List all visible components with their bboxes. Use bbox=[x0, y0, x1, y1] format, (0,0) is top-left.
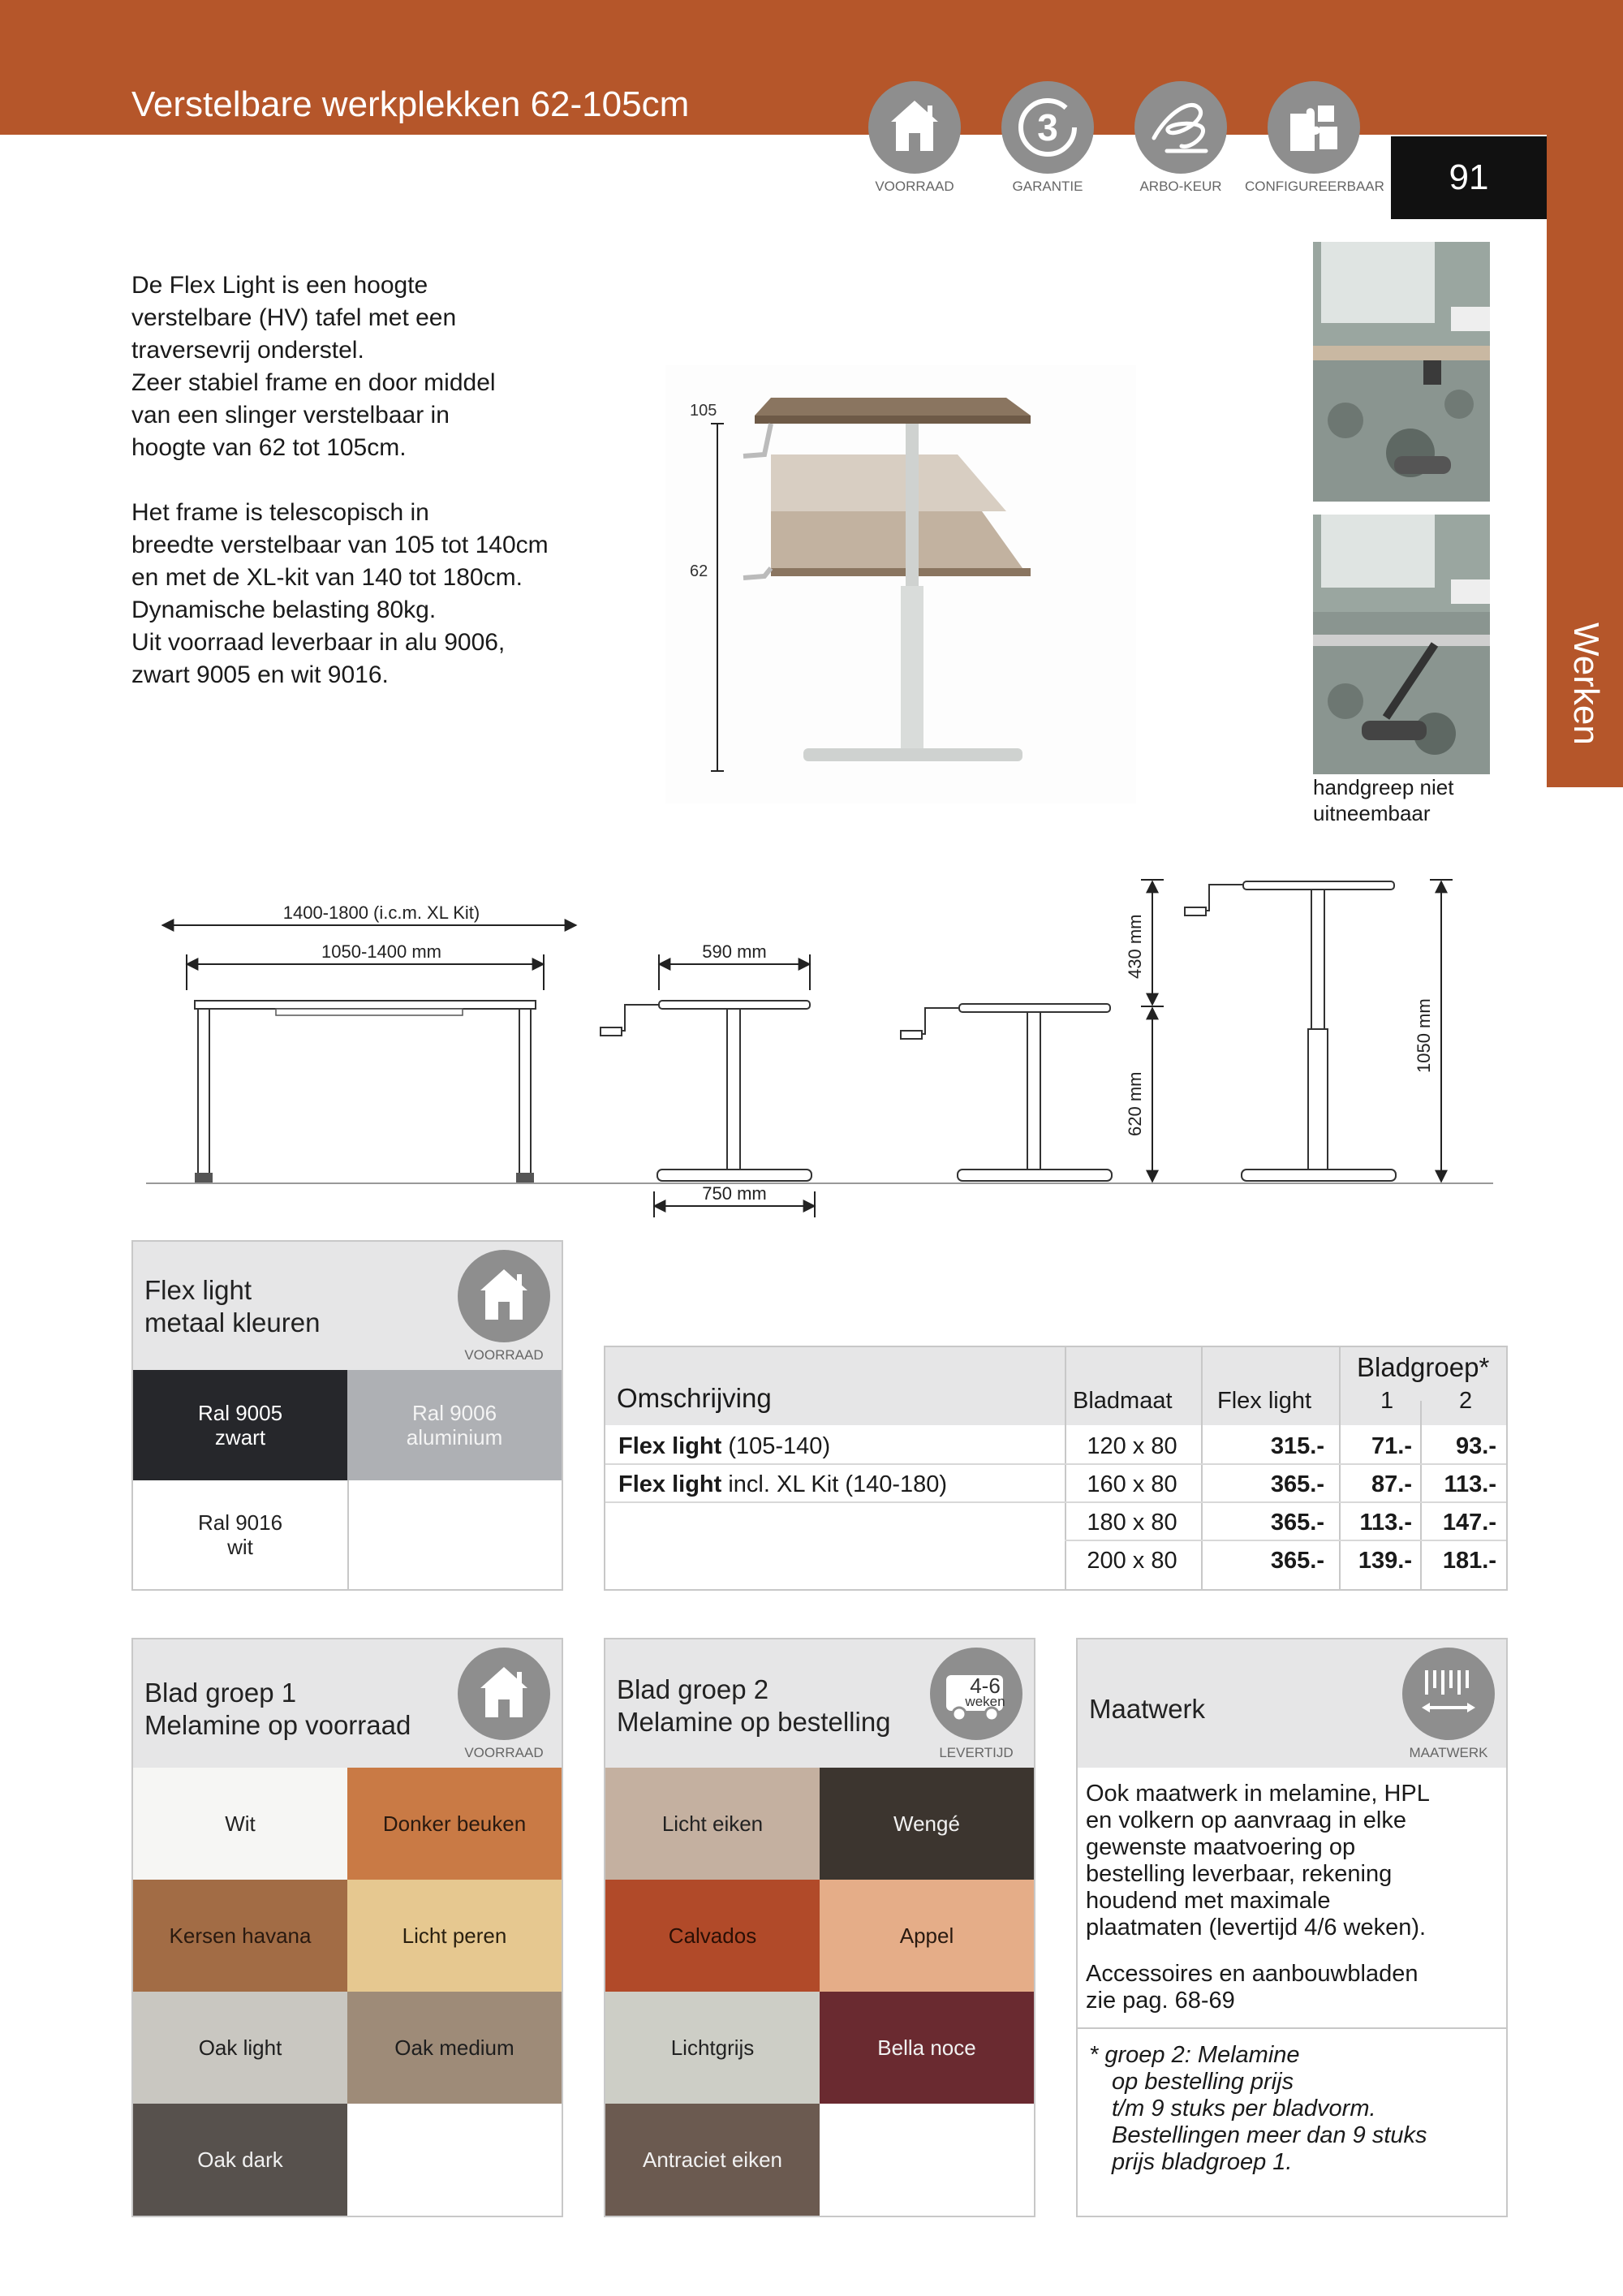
icon-label-garantie: GARANTIE bbox=[1012, 179, 1083, 194]
technical-drawing bbox=[146, 868, 1493, 1234]
group2-panel bbox=[604, 1638, 1035, 2217]
swatch-bella-noce[interactable]: Bella noce bbox=[820, 1992, 1034, 2104]
col-group-2: 2 bbox=[1459, 1388, 1473, 1414]
dim-depth-foot: 750 mm bbox=[702, 1183, 767, 1204]
swatch-licht-eiken[interactable]: Licht eiken bbox=[605, 1768, 820, 1880]
swatch-metal-1[interactable]: Ral 9006 aluminium bbox=[347, 1370, 562, 1480]
home-icon bbox=[458, 1250, 550, 1342]
icon-label-maatwerk: MAATWERK bbox=[1409, 1745, 1488, 1760]
detail-photo-lower bbox=[1313, 515, 1490, 774]
custom-description: Ook maatwerk in melamine, HPL en volkern op aanvraag in elke gewenste maatvoering op bestelling leverbaar, rekening houdend met maximale plaatmaten (levertijd 4/6 weken). bbox=[1086, 1781, 1430, 1941]
icon-label-configureerbaar: CONFIGUREERBAAR bbox=[1245, 179, 1384, 194]
dim-width-xl: 1400-1800 (i.c.m. XL Kit) bbox=[282, 902, 480, 923]
detail-photo-upper bbox=[1313, 242, 1490, 502]
swatch-donker-beuken[interactable]: Donker beuken bbox=[347, 1768, 562, 1880]
swatch-oak-dark[interactable]: Oak dark bbox=[133, 2104, 347, 2216]
col-omschrijving: Omschrijving bbox=[617, 1383, 772, 1413]
icon-label-voorraad: VOORRAAD bbox=[464, 1347, 544, 1363]
swatch-wit[interactable]: Wit bbox=[133, 1768, 347, 1880]
page-number: 91 bbox=[1391, 136, 1547, 219]
swatch-lichtgrijs[interactable]: Lichtgrijs bbox=[605, 1992, 820, 2104]
side-tab-label: Werken bbox=[1566, 622, 1606, 745]
side-tab[interactable] bbox=[1547, 135, 1623, 787]
icon-label-arbo: ARBO-KEUR bbox=[1139, 179, 1222, 194]
table-row: 180 x 80 365.- 113.- 147.- bbox=[1065, 1503, 1506, 1541]
group1-panel bbox=[131, 1638, 563, 2217]
price-rows bbox=[605, 1425, 1506, 1589]
swatch-oak-medium[interactable]: Oak medium bbox=[347, 1992, 562, 2104]
lead-time-value: 4-6 bbox=[970, 1674, 1001, 1698]
swatch-licht-peren[interactable]: Licht peren bbox=[347, 1880, 562, 1992]
metal-colors-panel bbox=[131, 1240, 563, 1591]
arbo-signature-icon bbox=[1134, 81, 1227, 174]
icon-label-voorraad: VOORRAAD bbox=[875, 179, 954, 194]
intro-text bbox=[131, 269, 602, 724]
height-label-top: 105 bbox=[690, 402, 717, 420]
guarantee-3-icon bbox=[1001, 81, 1094, 174]
puzzle-icon bbox=[1268, 81, 1360, 174]
group2-title: Blad groep 2 Melamine op bestelling bbox=[617, 1674, 891, 1737]
dim-stroke-add: 430 mm bbox=[1125, 914, 1145, 979]
custom-accessories: Accessoires en aanbouwbladen zie pag. 68-69 bbox=[1086, 1961, 1419, 2014]
swatch-metal-2[interactable]: Ral 9016 wit bbox=[133, 1480, 349, 1589]
swatch-kersen-havana[interactable]: Kersen havana bbox=[133, 1880, 347, 1992]
swatch-appel[interactable]: Appel bbox=[820, 1880, 1034, 1992]
measure-icon bbox=[1402, 1648, 1495, 1740]
icon-label-levertijd: LEVERTIJD bbox=[939, 1745, 1014, 1760]
group1-title: Blad groep 1 Melamine op voorraad bbox=[144, 1678, 411, 1740]
custom-panel bbox=[1076, 1638, 1508, 2217]
metal-colors-title: Flex light metaal kleuren bbox=[144, 1275, 321, 1338]
swatch-antraciet-eiken[interactable]: Antraciet eiken bbox=[605, 2104, 820, 2216]
home-icon bbox=[458, 1648, 550, 1740]
lead-time-unit: weken bbox=[965, 1694, 1005, 1709]
home-icon bbox=[868, 81, 961, 174]
intro-paragraph-1: De Flex Light is een hoogte verstelbare (HV) tafel met een traversevrij onderstel. Zeer stabiel frame en door middel van een slinger verstelbaar in hoogte van 62 tot 105cm. bbox=[131, 272, 496, 461]
page-title: Verstelbare werkplekken 62-105cm bbox=[131, 84, 690, 124]
price-note: * groep 2: Melamine op bestelling prijs t/m 9 stuks per bladvorm. Bestellingen meer dan 9 stuks prijs bladgroep 1. bbox=[1089, 2042, 1427, 2175]
custom-title: Maatwerk bbox=[1089, 1694, 1206, 1724]
swatch-calvados[interactable]: Calvados bbox=[605, 1880, 820, 1992]
swatch-weng-[interactable]: Wengé bbox=[820, 1768, 1034, 1880]
detail-caption: handgreep niet uitneembaar bbox=[1313, 775, 1454, 825]
table-row: Flex light (105-140) 120 x 80 315.- 71.- 93.- bbox=[605, 1425, 1506, 1465]
swatch-oak-light[interactable]: Oak light bbox=[133, 1992, 347, 2104]
price-table bbox=[604, 1346, 1508, 1591]
dim-stroke-low: 620 mm bbox=[1125, 1071, 1145, 1136]
dim-depth-top: 590 mm bbox=[702, 941, 767, 962]
icon-label-voorraad: VOORRAAD bbox=[464, 1745, 544, 1760]
col-bladmaat: Bladmaat bbox=[1073, 1388, 1173, 1414]
table-row: Flex light incl. XL Kit (140-180) 160 x 80 365.- 87.- 113.- bbox=[605, 1465, 1506, 1503]
truck-icon bbox=[930, 1648, 1022, 1740]
col-flex-light: Flex light bbox=[1217, 1388, 1312, 1414]
intro-paragraph-2: Het frame is telescopisch in breedte verstelbaar van 105 tot 140cm en met de XL-kit van 140 tot 180cm. Dynamische belasting 80kg. Uit voorraad leverbaar in alu 9006, zwart 9005 en wit 9016. bbox=[131, 499, 549, 688]
dim-height-max: 1050 mm bbox=[1414, 998, 1434, 1073]
col-group-1: 1 bbox=[1380, 1388, 1394, 1414]
swatch-metal-0[interactable]: Ral 9005 zwart bbox=[133, 1370, 347, 1480]
dim-width-std: 1050-1400 mm bbox=[321, 941, 441, 962]
height-label-bottom: 62 bbox=[690, 562, 708, 580]
svg-text:3: 3 bbox=[1037, 106, 1058, 149]
product-photo bbox=[665, 365, 1136, 803]
col-bladgroep: Bladgroep* bbox=[1357, 1352, 1490, 1382]
table-row: 200 x 80 365.- 139.- 181.- bbox=[1087, 1548, 1496, 1574]
